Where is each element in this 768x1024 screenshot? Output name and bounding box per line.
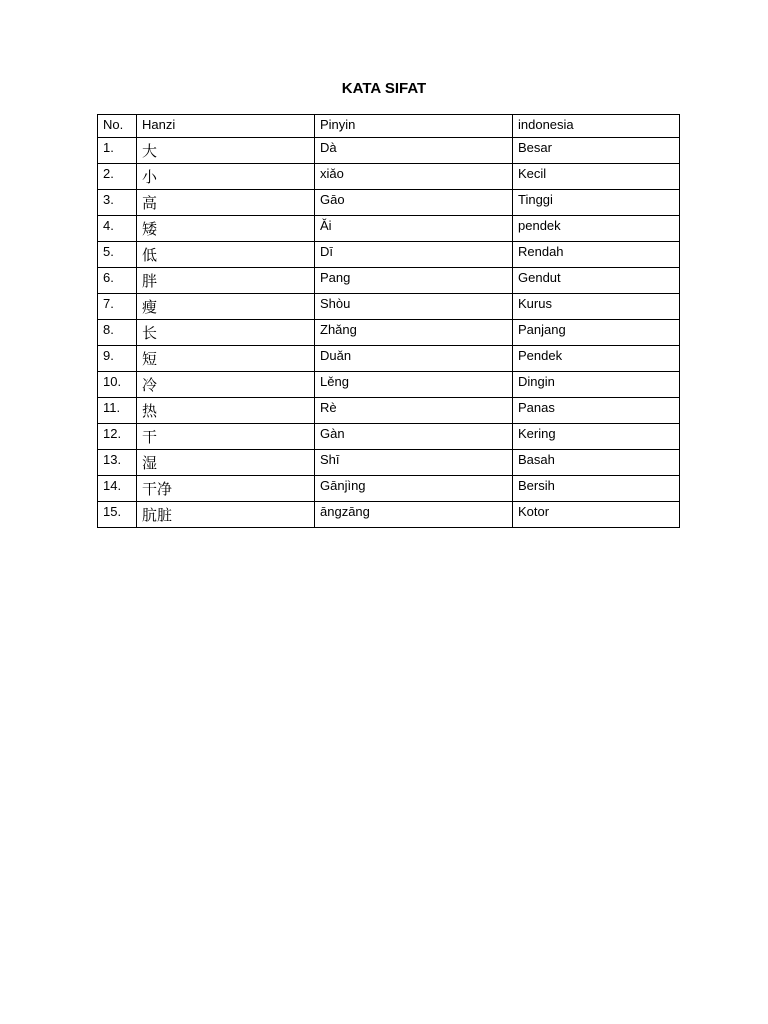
cell-no: 2. [98,164,137,190]
cell-hanzi: 湿 [137,450,315,476]
cell-pinyin: Dī [315,242,513,268]
cell-hanzi: 胖 [137,268,315,294]
table-row [98,190,680,216]
cell-hanzi: 热 [137,398,315,424]
table-row [98,476,680,502]
header-row [98,115,680,138]
cell-pinyin: Ǎi [315,216,513,242]
cell-hanzi: 冷 [137,372,315,398]
cell-hanzi: 瘦 [137,294,315,320]
table-row [98,242,680,268]
table-header [98,115,680,138]
column-header-pinyin: Pinyin [315,115,513,138]
cell-no: 8. [98,320,137,346]
cell-hanzi: 低 [137,242,315,268]
column-header-hanzi: Hanzi [137,115,315,138]
cell-no: 4. [98,216,137,242]
cell-hanzi: 干净 [137,476,315,502]
cell-indonesia: Kering [513,424,680,450]
cell-indonesia: Tinggi [513,190,680,216]
cell-pinyin: Gāo [315,190,513,216]
cell-indonesia: Kecil [513,164,680,190]
cell-hanzi: 高 [137,190,315,216]
cell-pinyin: Pang [315,268,513,294]
cell-no: 7. [98,294,137,320]
table-row [98,216,680,242]
vocabulary-table [97,114,680,528]
cell-indonesia: Basah [513,450,680,476]
table-row [98,424,680,450]
cell-indonesia: Bersih [513,476,680,502]
cell-no: 5. [98,242,137,268]
cell-pinyin: Duǎn [315,346,513,372]
column-header-indonesia: indonesia [513,115,680,138]
cell-hanzi: 肮脏 [137,502,315,528]
cell-pinyin: Dà [315,138,513,164]
table-row [98,268,680,294]
cell-no: 11. [98,398,137,424]
table-row [98,320,680,346]
cell-no: 9. [98,346,137,372]
cell-pinyin: Shòu [315,294,513,320]
column-header-no: No. [98,115,137,138]
table-row [98,450,680,476]
cell-pinyin: xiǎo [315,164,513,190]
cell-hanzi: 短 [137,346,315,372]
table-row [98,398,680,424]
table-row [98,138,680,164]
table-row [98,294,680,320]
cell-hanzi: 小 [137,164,315,190]
table-row [98,164,680,190]
cell-no: 15. [98,502,137,528]
cell-pinyin: āngzāng [315,502,513,528]
cell-indonesia: Panjang [513,320,680,346]
cell-pinyin: Zhǎng [315,320,513,346]
document-title: KATA SIFAT [341,80,427,97]
cell-no: 12. [98,424,137,450]
cell-no: 6. [98,268,137,294]
cell-hanzi: 长 [137,320,315,346]
cell-hanzi: 大 [137,138,315,164]
cell-no: 13. [98,450,137,476]
cell-hanzi: 矮 [137,216,315,242]
cell-indonesia: Kotor [513,502,680,528]
cell-pinyin: Shī [315,450,513,476]
cell-indonesia: Besar [513,138,680,164]
cell-indonesia: Kurus [513,294,680,320]
table-row [98,346,680,372]
cell-indonesia: Panas [513,398,680,424]
cell-hanzi: 干 [137,424,315,450]
cell-indonesia: Dingin [513,372,680,398]
table-body [98,138,680,528]
cell-pinyin: Rè [315,398,513,424]
cell-indonesia: Pendek [513,346,680,372]
cell-no: 14. [98,476,137,502]
table-row [98,502,680,528]
cell-pinyin: Gānjìng [315,476,513,502]
cell-no: 1. [98,138,137,164]
cell-indonesia: pendek [513,216,680,242]
table-row [98,372,680,398]
cell-no: 3. [98,190,137,216]
cell-no: 10. [98,372,137,398]
cell-pinyin: Lěng [315,372,513,398]
cell-indonesia: Rendah [513,242,680,268]
cell-indonesia: Gendut [513,268,680,294]
cell-pinyin: Gàn [315,424,513,450]
